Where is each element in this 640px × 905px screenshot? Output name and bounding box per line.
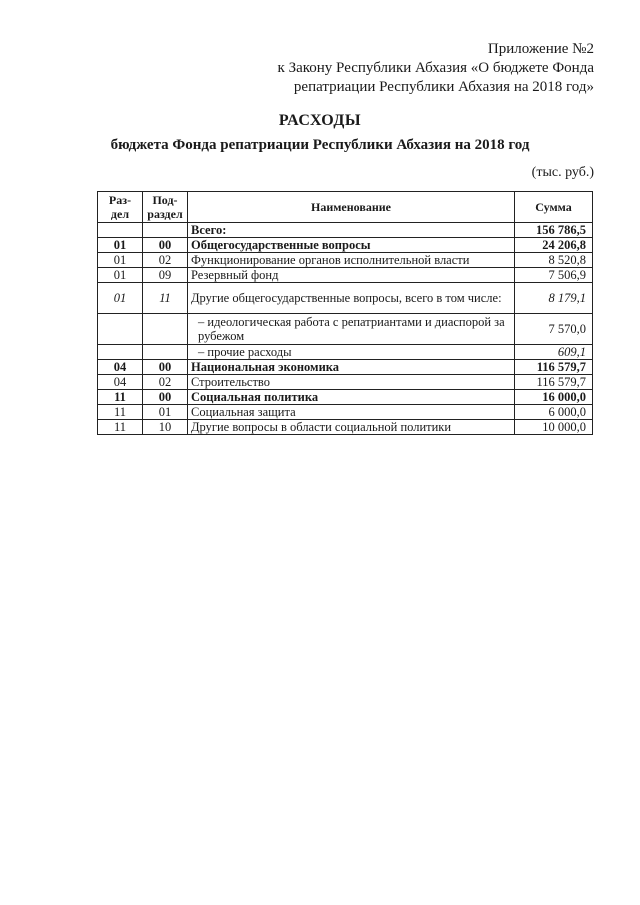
cell-section: 11 (98, 390, 143, 405)
table-row (98, 314, 593, 345)
cell-sum: 116 579,7 (515, 360, 593, 375)
cell-section (98, 223, 143, 238)
cell-name: – прочие расходы (188, 345, 515, 360)
cell-sum: 16 000,0 (515, 390, 593, 405)
cell-subsection: 00 (143, 390, 188, 405)
cell-sum: 10 000,0 (515, 420, 593, 435)
cell-section (98, 314, 143, 345)
cell-sum: 7 506,9 (515, 268, 593, 283)
cell-sum: 156 786,5 (515, 223, 593, 238)
table-row (98, 268, 593, 283)
header-section: Раз- дел (98, 192, 143, 223)
appendix-law-ref: к Закону Республики Абхазия «О бюджете Фонда (277, 60, 594, 76)
cell-subsection: 09 (143, 268, 188, 283)
table-row-total (98, 223, 593, 238)
table-row (98, 420, 593, 435)
cell-subsection: 02 (143, 253, 188, 268)
cell-section: 11 (98, 420, 143, 435)
appendix-header (174, 40, 594, 97)
cell-subsection: 02 (143, 375, 188, 390)
table-row (98, 405, 593, 420)
header-name: Наименование (188, 192, 515, 223)
cell-subsection: 10 (143, 420, 188, 435)
units-label: (тыс. руб.) (531, 165, 594, 180)
cell-sum: 8 179,1 (515, 283, 593, 314)
cell-subsection: 00 (143, 238, 188, 253)
cell-subsection (143, 345, 188, 360)
cell-section: 01 (98, 283, 143, 314)
cell-subsection (143, 223, 188, 238)
header-sum: Сумма (515, 192, 593, 223)
table-header-row (98, 192, 593, 223)
cell-section: 01 (98, 238, 143, 253)
table-row (98, 360, 593, 375)
cell-name: – идеологическая работа с репатриантами и диаспорой за рубежом (188, 314, 515, 345)
cell-name: Другие вопросы в области социальной политики (188, 420, 515, 435)
cell-name: Строительство (188, 375, 515, 390)
cell-section: 01 (98, 268, 143, 283)
document-subtitle: бюджета Фонда репатриации Республики Абхазия на 2018 год (110, 137, 530, 153)
cell-section: 11 (98, 405, 143, 420)
table-row (98, 283, 593, 314)
document-title: РАСХОДЫ (278, 112, 362, 129)
cell-sum: 7 570,0 (515, 314, 593, 345)
cell-name: Социальная защита (188, 405, 515, 420)
table-row (98, 390, 593, 405)
cell-sum: 609,1 (515, 345, 593, 360)
cell-subsection: 01 (143, 405, 188, 420)
table-row (98, 253, 593, 268)
table-row (98, 375, 593, 390)
cell-subsection: 11 (143, 283, 188, 314)
cell-subsection (143, 314, 188, 345)
cell-section: 04 (98, 375, 143, 390)
cell-sum: 116 579,7 (515, 375, 593, 390)
cell-name: Функционирование органов исполнительной власти (188, 253, 515, 268)
cell-name: Резервный фонд (188, 268, 515, 283)
table-row (98, 238, 593, 253)
cell-sum: 6 000,0 (515, 405, 593, 420)
cell-section (98, 345, 143, 360)
expenses-table (97, 191, 593, 435)
cell-name: Общегосударственные вопросы (188, 238, 515, 253)
cell-name: Всего: (188, 223, 515, 238)
cell-sum: 24 206,8 (515, 238, 593, 253)
cell-sum: 8 520,8 (515, 253, 593, 268)
header-subsection: Под- раздел (143, 192, 188, 223)
appendix-law-ref-cont: репатриации Республики Абхазия на 2018 год» (293, 79, 594, 95)
cell-section: 01 (98, 253, 143, 268)
cell-name: Другие общегосударственные вопросы, всего в том числе: (188, 283, 515, 314)
table-row (98, 345, 593, 360)
cell-name: Национальная экономика (188, 360, 515, 375)
cell-name: Социальная политика (188, 390, 515, 405)
cell-subsection: 00 (143, 360, 188, 375)
appendix-number: Приложение №2 (487, 41, 594, 57)
cell-section: 04 (98, 360, 143, 375)
